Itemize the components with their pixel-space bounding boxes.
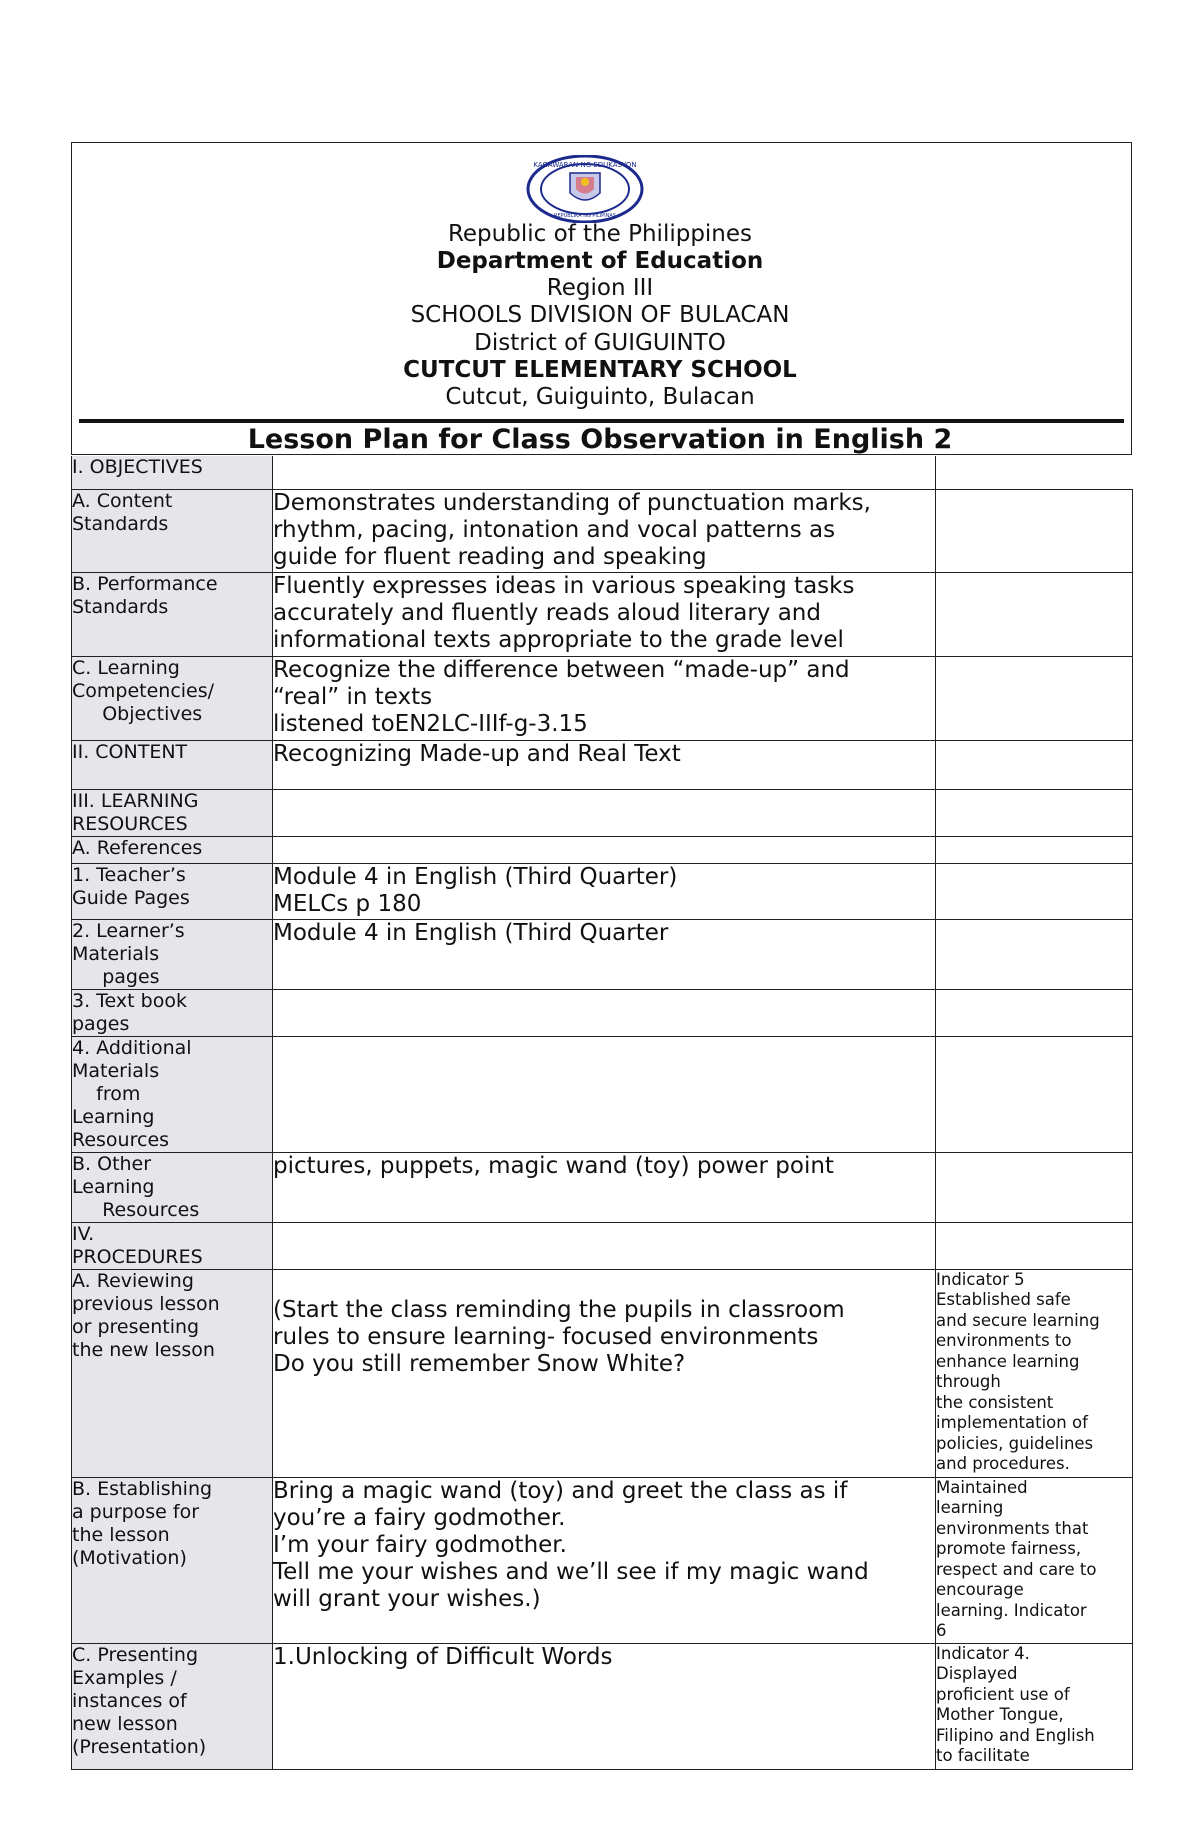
row-label: B. Other Learning Resources [72, 1152, 273, 1222]
row-content [273, 836, 936, 863]
row-label: IV. PROCEDURES [72, 1222, 273, 1269]
table-row [72, 1036, 1133, 1152]
row-note [936, 863, 1133, 919]
row-note [936, 1152, 1133, 1222]
svg-text:REPUBLIKA NG PILIPINAS: REPUBLIKA NG PILIPINAS [554, 213, 616, 219]
row-label: B. Performance Standards [72, 572, 273, 656]
row-label: C. Presenting Examples / instances of new lesson (Presentation) [72, 1643, 273, 1769]
row-label: C. Learning Competencies/ Objectives [72, 656, 273, 740]
row-label: II. CONTENT [72, 740, 273, 789]
row-content [273, 989, 936, 1036]
row-label: 2. Learner’s Materials pages [72, 919, 273, 989]
row-content: Demonstrates understanding of punctuation marks, rhythm, pacing, intonation and vocal patterns as guide for fluent reading and speaking [273, 489, 936, 572]
header-country: Republic of the Philippines [447, 221, 753, 247]
row-label: A. References [72, 836, 273, 863]
table-row [72, 1477, 1133, 1643]
row-label: A. Content Standards [72, 489, 273, 572]
table-row [72, 1643, 1133, 1769]
row-label: A. Reviewing previous lesson or presenting the new lesson [72, 1269, 273, 1477]
table-row [72, 789, 1133, 836]
row-note: Indicator 4. Displayed proficient use of Mother Tongue, Filipino and English to facilitate [936, 1643, 1133, 1769]
lesson-plan-title: Lesson Plan for Class Observation in English 2 [247, 424, 953, 455]
row-content: (Start the class reminding the pupils in classroom rules to ensure learning- focused environments Do you still remember Snow White? [273, 1269, 936, 1477]
row-content: Fluently expresses ideas in various speaking tasks accurately and fluently reads aloud literary and informational texts appropriate to the grade level [273, 572, 936, 656]
row-content: Module 4 in English (Third Quarter) MELCs p 180 [273, 863, 936, 919]
table-row [72, 836, 1133, 863]
row-label: 3. Text book pages [72, 989, 273, 1036]
row-note [936, 1222, 1133, 1269]
row-note [936, 789, 1133, 836]
row-content [273, 456, 936, 489]
row-content: Recognizing Made-up and Real Text [273, 740, 936, 789]
row-content: Module 4 in English (Third Quarter [273, 919, 936, 989]
header-region: Region III [546, 275, 654, 301]
row-note [936, 656, 1133, 740]
row-note [936, 740, 1133, 789]
row-content: 1.Unlocking of Difficult Words [273, 1643, 936, 1769]
row-note [936, 919, 1133, 989]
row-note: Indicator 5 Established safe and secure learning environments to enhance learning through the consistent implementation of policies, guidelines and procedures. [936, 1269, 1133, 1477]
row-note [936, 1036, 1133, 1152]
header-division: SCHOOLS DIVISION OF BULACAN [410, 302, 790, 328]
table-row [72, 740, 1133, 789]
table-row [72, 1222, 1133, 1269]
row-note [936, 836, 1133, 863]
header-school: CUTCUT ELEMENTARY SCHOOL [403, 357, 797, 383]
table-row [72, 1269, 1133, 1477]
row-note [936, 572, 1133, 656]
table-row [72, 656, 1133, 740]
row-label: 4. Additional Materials from Learning Resources [72, 1036, 273, 1152]
table-row [72, 989, 1133, 1036]
row-content [273, 789, 936, 836]
row-label: I. OBJECTIVES [72, 456, 273, 489]
table-row [72, 1152, 1133, 1222]
header-department: Department of Education [436, 248, 764, 274]
row-note [936, 989, 1133, 1036]
header-divider [79, 419, 1124, 423]
header-address: Cutcut, Guiguinto, Bulacan [445, 384, 755, 410]
row-label: B. Establishing a purpose for the lesson (Motivation) [72, 1477, 273, 1643]
table-row [72, 456, 1133, 489]
row-note [936, 489, 1133, 572]
lesson-plan-table [71, 456, 1133, 1770]
row-content [273, 1036, 936, 1152]
svg-text:KAGAWARAN NG EDUKASYON: KAGAWARAN NG EDUKASYON [533, 161, 637, 169]
row-note: Maintained learning environments that promote fairness, respect and care to encourage learning. Indicator 6 [936, 1477, 1133, 1643]
deped-seal-icon [526, 155, 644, 223]
table-row [72, 489, 1133, 572]
row-content [273, 1222, 936, 1269]
row-content: pictures, puppets, magic wand (toy) power point [273, 1152, 936, 1222]
row-label: III. LEARNING RESOURCES [72, 789, 273, 836]
row-note [936, 456, 1133, 489]
header-district: District of GUIGUINTO [474, 330, 726, 356]
table-row [72, 572, 1133, 656]
table-row [72, 863, 1133, 919]
table-row [72, 919, 1133, 989]
row-content: Bring a magic wand (toy) and greet the class as if you’re a fairy godmother. I’m your fairy godmother. Tell me your wishes and we’ll see if my magic wand will grant your wishes.) [273, 1477, 936, 1643]
row-label: 1. Teacher’s Guide Pages [72, 863, 273, 919]
row-content: Recognize the difference between “made-up” and “real” in texts listened toEN2LC-IIIf-g-3.15 [273, 656, 936, 740]
